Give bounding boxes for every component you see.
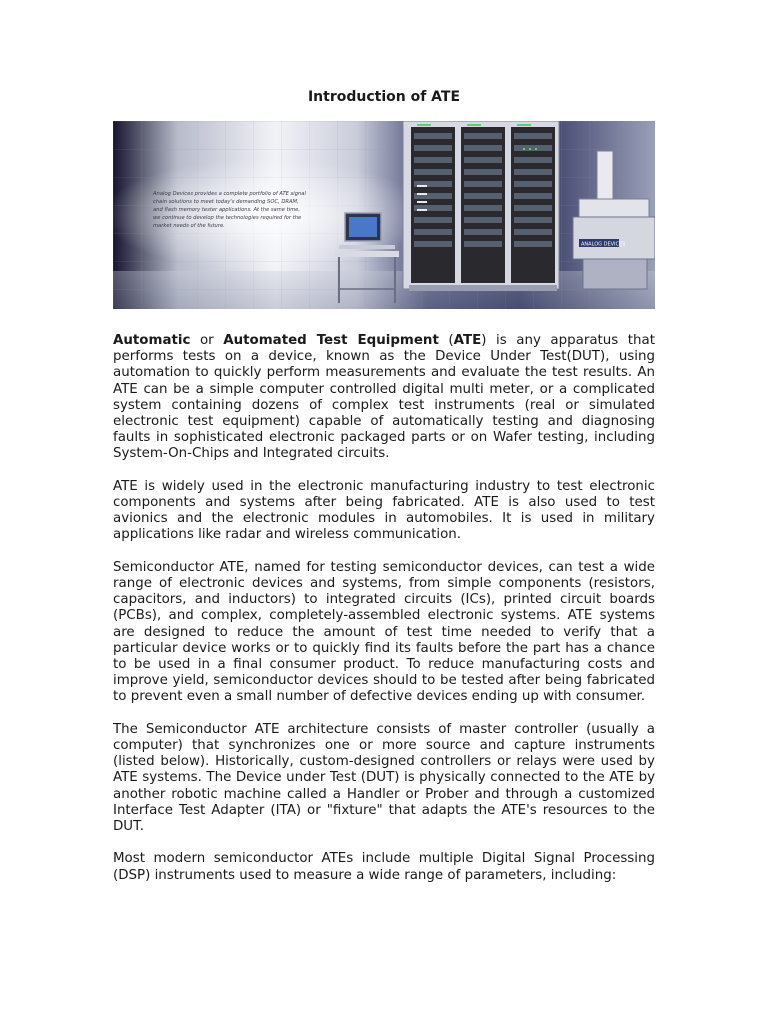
text-segment: ) is any apparatus that performs tests on a device, known as the Device Under Test(DUT), using automation to quickly perform measurements and evaluate the test results. An ATE can be a simple computer controlled digital multi meter, or a complicated system containing dozens of complex test instruments (real or simulated electronic test equipment) capable of automatically testing and diagnosing faults in sophisticated electronic packaged parts or on Wafer testing, including System-On-Chips and Integrated circuits. [113,333,655,462]
article-body [113,333,655,900]
caption-line: Analog Devices provides a complete portfolio of ATE signal [153,191,306,197]
caption-line: we continue to develop the technologies required for the [153,215,302,221]
text-segment: or [190,333,224,348]
caption-line: market needs of the future. [153,223,225,229]
paragraph-4: The Semiconductor ATE architecture consists of master controller (usually a computer) that synchronizes one or more source and capture instruments (listed below). Historically, custom-designed controllers or relays were used by ATE systems. The Device under Test (DUT) is physically connected to the ATE by another robotic machine called a Handler or Prober and through a customized Interface Test Adapter (ITA) or "fixture" that adapts the ATE's resources to the DUT. [113,721,655,835]
caption-line: and flash memory tester applications. At the same time, [153,207,300,213]
page-title: Introduction of ATE [307,89,461,105]
handler-label: ANALOG DEVICES [581,241,626,248]
paragraph-3: Semiconductor ATE, named for testing semiconductor devices, can test a wide range of electronic devices and systems, from simple components (resistors, capacitors, and inductors) to integrated circuits (ICs), printed circuit boards (PCBs), and complex, completely-assembled electronic systems. ATE systems are designed to reduce the amount of test time needed to verify that a particular device works or to quickly find its faults before the part has a chance to be used in a final consumer product. To reduce manufacturing costs and improve yield, semiconductor devices should to be tested after being fabricated to prevent even a small number of defective devices ending up with consumer. [113,559,655,705]
ate-hero-image [113,121,655,309]
term-automatic: Automatic [113,333,191,348]
paragraph-2: ATE is widely used in the electronic manufacturing industry to test electronic components and systems after being fabricated. ATE is also used to test avionics and the electronic modules in automobiles. It is used in military applications like radar and wireless communication. [113,478,655,543]
paragraph-5: Most modern semiconductor ATEs include multiple Digital Signal Processing (DSP) instruments used to measure a wide range of parameters, including: [113,851,655,883]
term-automated-test-equipment: Automated Test Equipment [223,333,439,348]
tester-racks [403,121,559,291]
term-ate: ATE [453,333,482,348]
paragraph-1 [113,333,655,463]
caption-line: chain solutions to meet today's demanding SOC, DRAM, [153,199,299,205]
text-segment: ( [438,333,454,348]
